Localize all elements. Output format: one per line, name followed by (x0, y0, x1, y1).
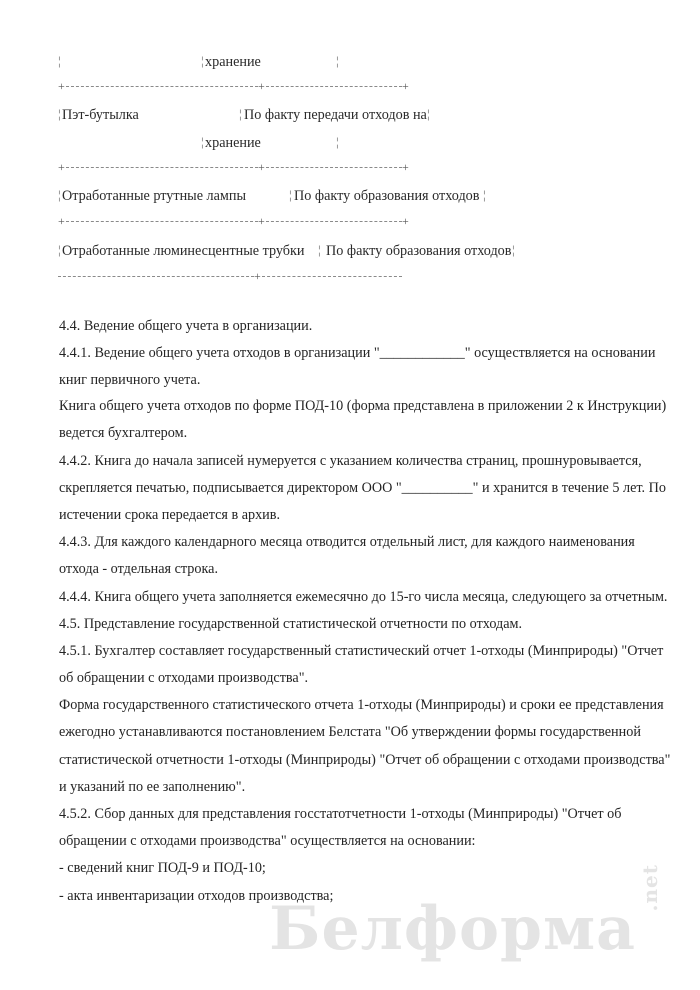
table-corner: + (258, 214, 265, 228)
paragraph-line: и указаний по ее заполнению". (59, 779, 246, 795)
table-corner: + (402, 160, 409, 174)
paragraph-line: книг первичного учета. (59, 372, 201, 388)
paragraph-line: отхода - отдельная строка. (59, 561, 219, 577)
paragraph-line: Книга общего учета отходов по форме ПОД-10 (форма представлена в приложении 2 к Инструкции) (59, 398, 667, 414)
watermark-suffix: .net (638, 863, 662, 911)
paragraph-line: 4.5.2. Сбор данных для представления госстатотчетности 1-отходы (Минприроды) "Отчет об (59, 806, 622, 822)
table-border: ¦ (239, 106, 242, 121)
table-rule (58, 276, 254, 277)
table-cell: хранение (205, 135, 261, 151)
paragraph-line: 4.4.1. Ведение общего учета отходов в организации "____________" осуществляется на основании (59, 345, 656, 361)
paragraph-line: 4.4.3. Для каждого календарного месяца отводится отдельный лист, для каждого наименования (59, 534, 635, 550)
table-rule (66, 86, 258, 87)
table-border: ¦ (483, 187, 486, 202)
section-heading: 4.4. Ведение общего учета в организации. (59, 318, 313, 334)
paragraph-line: 4.4.4. Книга общего учета заполняется ежемесячно до 15-го числа месяца, следующего за отчетным. (59, 589, 668, 605)
table-corner: + (258, 160, 265, 174)
table-corner: + (254, 269, 261, 283)
table-border: ¦ (58, 242, 61, 257)
table-corner: + (58, 160, 65, 174)
table-cell: По факту образования отходов (294, 188, 480, 204)
table-rule (66, 221, 258, 222)
watermark-logo (269, 863, 662, 964)
section-heading: 4.5. Представление государственной статистической отчетности по отходам. (59, 616, 523, 632)
table-cell: По факту образования отходов (326, 243, 512, 259)
table-rule (262, 276, 402, 277)
list-item: - сведений книг ПОД-9 и ПОД-10; (59, 860, 266, 876)
paragraph-line: 4.5.1. Бухгалтер составляет государственный статистический отчет 1-отходы (Минприроды) "Отчет (59, 643, 664, 659)
table-border: ¦ (58, 53, 61, 68)
table-border: ¦ (336, 134, 339, 149)
table-border: ¦ (289, 187, 292, 202)
table-corner: + (258, 79, 265, 93)
table-rule (66, 167, 258, 168)
table-border: ¦ (336, 53, 339, 68)
table-cell: Пэт-бутылка (62, 107, 139, 123)
paragraph-line: Форма государственного статистического отчета 1-отходы (Минприроды) и сроки ее представления (59, 697, 664, 713)
paragraph-line: истечении срока передается в архив. (59, 507, 281, 523)
table-border: ¦ (427, 106, 430, 121)
table-cell: По факту передачи отходов на (244, 107, 427, 123)
table-border: ¦ (512, 242, 515, 257)
paragraph-line: скрепляется печатью, подписывается директором ООО "__________" и хранится в течение 5 лет. По (59, 480, 666, 496)
watermark-text: Белформа (269, 894, 636, 964)
table-corner: + (58, 214, 65, 228)
paragraph-line: 4.4.2. Книга до начала записей нумеруется с указанием количества страниц, прошнуровывается, (59, 453, 642, 469)
paragraph-line: ведется бухгалтером. (59, 425, 188, 441)
table-border: ¦ (58, 187, 61, 202)
table-border: ¦ (318, 242, 321, 257)
table-cell: Отработанные ртутные лампы (62, 188, 247, 204)
paragraph-line: ежегодно устанавливаются постановлением Белстата "Об утверждении формы государственной (59, 724, 641, 740)
list-item: - акта инвентаризации отходов производства; (59, 888, 334, 904)
table-border: ¦ (201, 53, 204, 68)
table-corner: + (402, 79, 409, 93)
table-cell: хранение (205, 54, 261, 70)
paragraph-line: обращении с отходами производства" осуществляется на основании: (59, 833, 476, 849)
table-corner: + (402, 214, 409, 228)
table-rule (266, 221, 402, 222)
table-border: ¦ (58, 106, 61, 121)
table-cell: Отработанные люминесцентные трубки (62, 243, 305, 259)
paragraph-line: статистической отчетности 1-отходы (Минприроды) "Отчет об обращении с отходами производства" (59, 752, 671, 768)
table-rule (266, 167, 402, 168)
paragraph-line: об обращении с отходами производства". (59, 670, 309, 686)
table-border: ¦ (201, 134, 204, 149)
table-corner: + (58, 79, 65, 93)
table-rule (266, 86, 402, 87)
